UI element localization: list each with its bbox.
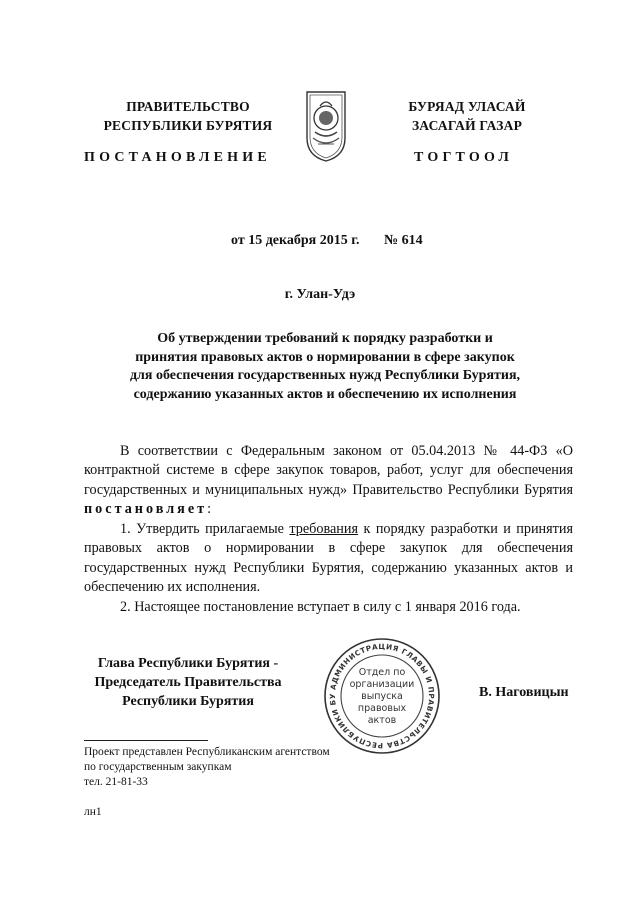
decree-title xyxy=(80,330,570,404)
stamp-line: правовых xyxy=(357,703,407,714)
clause-1 xyxy=(84,520,573,597)
preamble-paragraph xyxy=(84,442,573,519)
clause-1-rest: к порядку разработки и принятия правовых актов о нормировании в сфере закупок для обеспечения государственных нужд Республики Бурятия, содержанию указанных актов и обеспечению их исполнения. xyxy=(84,521,573,595)
footer-line: по государственным закупкам xyxy=(84,761,232,773)
official-stamp xyxy=(322,636,442,756)
preamble-text: В соответствии с Федеральным законом от 05.04.2013 № 44-ФЗ «О контрактной системе в сфере закупок товаров, работ, услуг для обеспечения государственных и муниципальных нужд» Правительство Республики Бурятия xyxy=(84,443,573,498)
clause-2-text: 2. Настоящее постановление вступает в силу с 1 января 2016 года. xyxy=(120,599,521,615)
footer-code: лн1 xyxy=(84,806,102,818)
decree-number: № 614 xyxy=(384,233,423,248)
org-name-bua-line1: БУРЯАД УЛАСАЙ xyxy=(408,99,526,114)
stamp-seal-icon xyxy=(322,636,442,756)
footer-line: Проект представлен Республиканским агентством xyxy=(84,746,330,758)
footer-note xyxy=(84,745,384,790)
coat-of-arms-icon xyxy=(303,88,349,164)
position-line: Председатель Правительства xyxy=(94,675,282,690)
signatory-name: В. Наговицын xyxy=(479,685,569,700)
clause-1-start: 1. Утвердить прилагаемые xyxy=(120,521,284,537)
position-line: Республики Бурятия xyxy=(122,694,254,709)
org-name-bua-line2: ЗАСАГАЙ ГАЗАР xyxy=(411,118,523,133)
position-line: Глава Республики Бурятия - xyxy=(97,656,279,671)
decree-verb: постановляет xyxy=(84,500,208,517)
title-line: содержанию указанных актов и обеспечению их исполнения xyxy=(133,386,517,402)
doc-type-ru: ПОСТАНОВЛЕНИЕ xyxy=(84,150,271,165)
requirements-link[interactable]: требования xyxy=(289,521,359,537)
decree-date: от 15 декабря 2015 г. xyxy=(231,233,360,248)
stamp-line: выпуска xyxy=(361,691,403,702)
org-name-ru-line2: РЕСПУБЛИКИ БУРЯТИЯ xyxy=(103,118,273,133)
clause-2 xyxy=(84,598,573,617)
stamp-ring-text: АДМИНИСТРАЦИЯ ГЛАВЫ И ПРАВИТЕЛЬСТВА РЕСПУБЛИКИ БУ xyxy=(327,641,437,751)
header-right xyxy=(367,97,567,135)
org-name-ru-line1: ПРАВИТЕЛЬСТВО xyxy=(126,99,250,114)
stamp-line: Отдел по xyxy=(358,667,406,678)
city: г. Улан-Удэ xyxy=(284,287,356,302)
footer-divider xyxy=(84,740,208,741)
doc-type-bua: ТОГТООЛ xyxy=(414,150,514,165)
title-line: для обеспечения государственных нужд Республики Бурятия, xyxy=(129,368,521,383)
colon: : xyxy=(207,500,212,517)
stamp-line: актов xyxy=(367,715,397,726)
title-line: Об утверждении требований к порядку разработки и xyxy=(157,331,493,346)
stamp-line: организации xyxy=(349,679,415,690)
footer-phone: тел. 21-81-33 xyxy=(84,776,148,788)
signatory-position xyxy=(84,654,292,711)
header-left xyxy=(88,97,288,135)
title-line: принятия правовых актов о нормировании в сфере закупок xyxy=(135,349,515,365)
